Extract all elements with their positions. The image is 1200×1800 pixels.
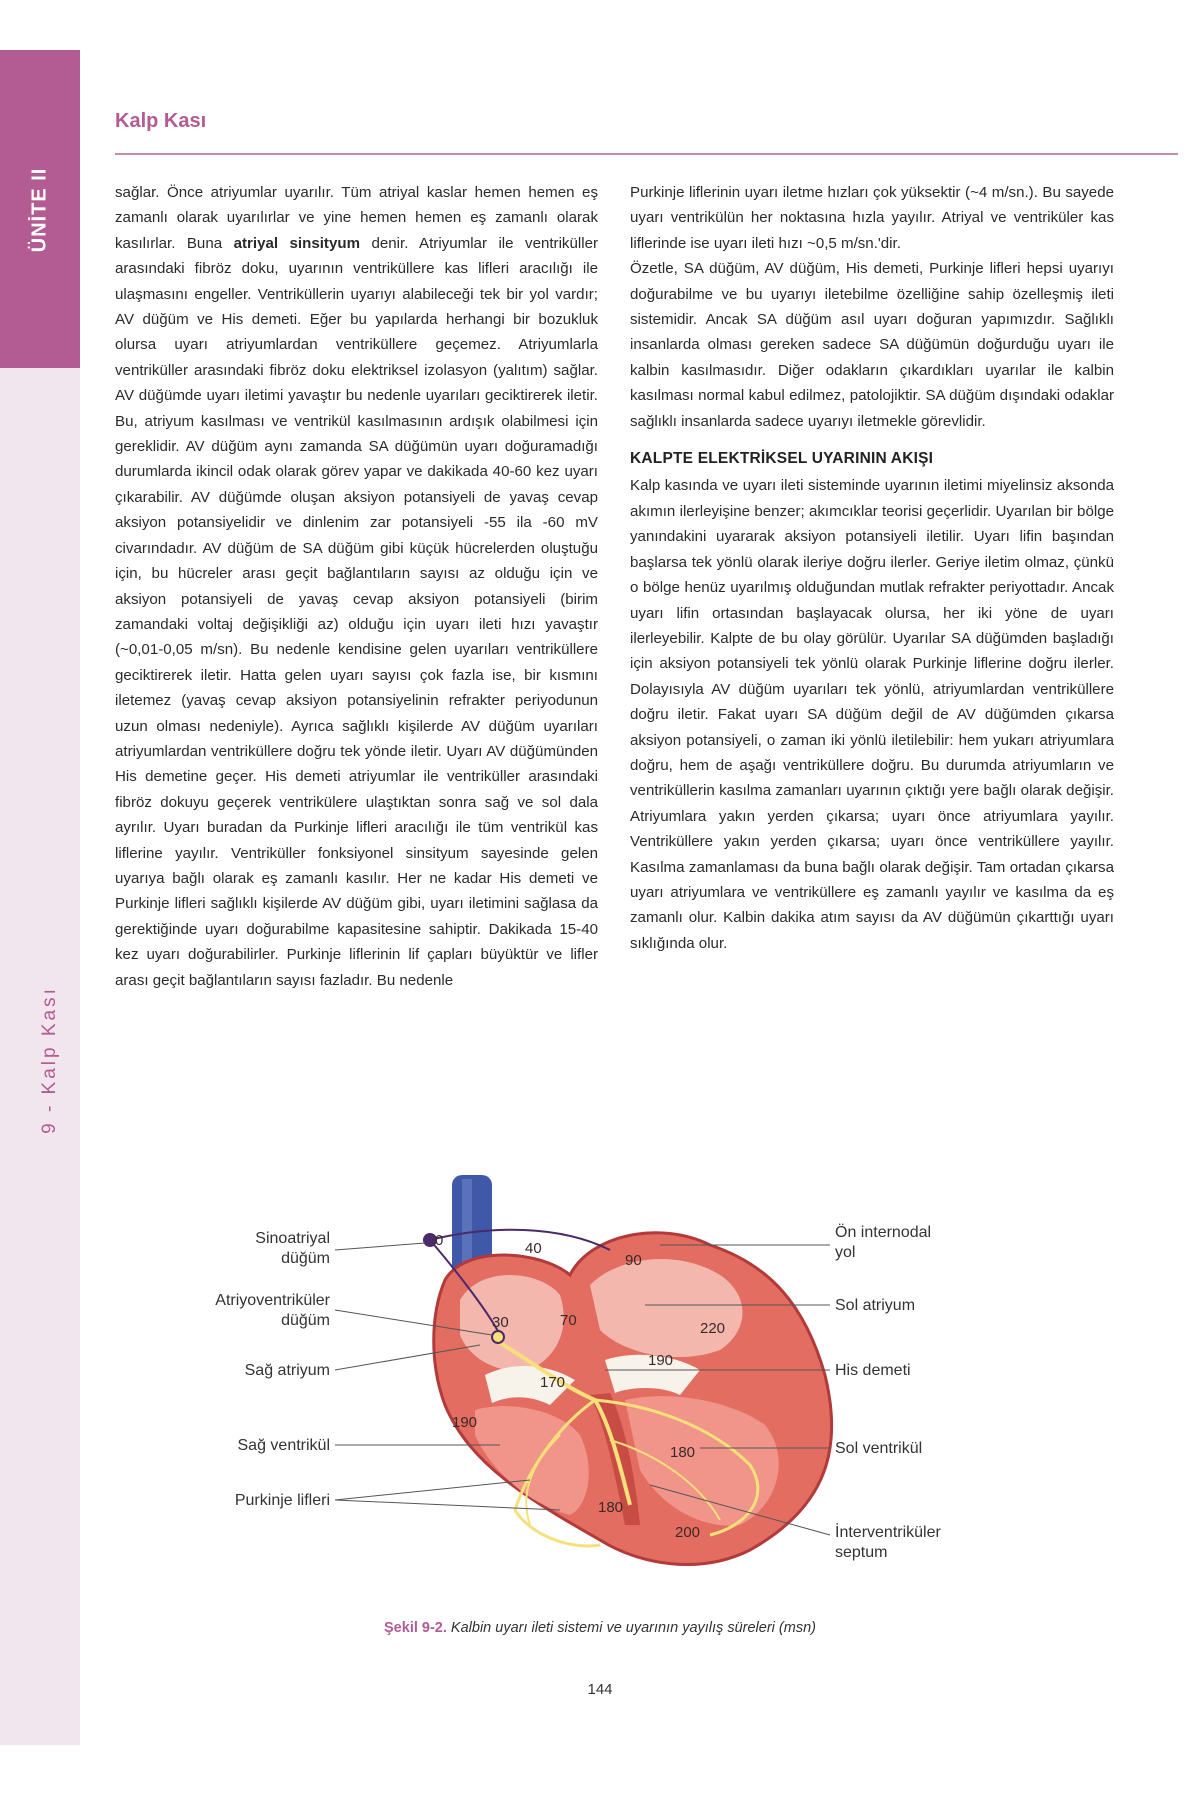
right-column (630, 180, 1114, 956)
av-node (492, 1331, 504, 1343)
time-label: 190 (648, 1352, 674, 1369)
bold-term: atriyal sinsityum (233, 234, 360, 252)
chapter-label: 9 - Kalp Kası (39, 986, 60, 1134)
time-label: 200 (675, 1524, 701, 1541)
sa-node-label: Sinoatriyal (255, 1230, 330, 1247)
left-ventricle-label: Sol ventrikül (835, 1440, 923, 1457)
caption-text: Kalbin uyarı ileti sistemi ve uyarının yayılış süreleri (msn) (450, 1620, 816, 1636)
paragraph-text: denir. Atriyumlar ile ventriküller arasındaki fibröz doku, uyarının ventriküllere kas lifleri aracılığı ile ulaşmasını engeller. Ventriküllerin uyarıyı alabileceği tek bir yol vardır; AV düğüm ve His demeti. Eğer bu yapılarda herhangi bir bozukluk olursa uyarı atriyumlardan ventriküllere geçemez. Atriyumlarla ventriküller arasındaki fibröz doku elektriksel izolasyon (yalıtım) sağlar. AV düğümde uyarı iletimi yavaştır bu nedenle uyarıları geciktirerek iletir. Bu, atriyum kasılması ve ventrikül kasılmasının ardışık olabilmesi için gereklidir. AV düğüm aynı zamanda SA düğümün uyarı doğuramadığı durumlarda ikincil odak olarak görev yapar ve dakikada 40-60 kez uyarı çıkarabilir. AV düğümde oluşan aksiyon potansiyeli de yavaş cevap aksiyon potansiyelidir ve dinlenim zar potansiyeli -55 ila -60 mV civarındadır. AV düğüm de SA düğüm gibi küçük hücrelerden oluştuğu için, bu hücreler arası geçit bağlantıların sayısı az olduğu için ve aksiyon potansiyeli de yavaş cevap aksiyon potansiyeli (birim zamandaki voltaj değişikliği az) olduğu için uyarı ileti hızı yavaştır (~0,01-0,05 m/sn). Bu nedenle kendisine gelen uyarıları ventriküllere geciktirerek iletir. Hatta gelen uyarı sayısı çok fazla ise, bir kısmını iletemez (yavaş cevap aksiyon potansiyelinin refrakter periyodunun uzun olması nedeniyle). Ayrıca sağlıklı kişilerde AV düğüm uyarıları atriyumlardan ventriküllere doğru tek yönde iletir. Uyarı AV düğümünden His demetine geçer. His demeti atriyumlar ile ventriküller arasındaki fibröz dokuyu geçerek ventrikülere ulaştıktan sonra sağ ve sol dala ayrılır. Uyarı buradan da Purkinje lifleri aracılığı ile tüm ventrikül kas liflerine yayılır. Ventriküller fonksiyonel sinsityum sayesinde gelen uyarıya bağlı olarak eş zamanlı kasılır. Her ne kadar His demeti ve Purkinje lifleri sağlıklı kişilerde AV düğüm gibi, uyarı iletimini sağlasa da gerektiğinde uyarı doğurabilme kapasitesine sahiptir. Dakikada 15-40 kez uyarı doğurabilirler. Purkinje liflerinin lif çapları büyüktür ve lifler arası geçit bağlantıların sayısı fazladır. Bu nedenle (115, 234, 598, 989)
paragraph: Purkinje liflerinin uyarı iletme hızları çok yüksektir (~4 m/sn.). Bu sayede uyarı ventrikülün her noktasına hızla yayılır. Atriyal ve ventriküler kas liflerinde ise uyarı ileti hızı ~0,5 m/sn.'dir. (630, 184, 1114, 252)
sa-node-label: düğüm (281, 1250, 330, 1267)
time-label: 90 (625, 1252, 642, 1269)
paragraph: Kalp kasında ve uyarı ileti sisteminde uyarının iletimi miyelinsiz aksonda akımın ilerleyişine benzer; akımcıklar teorisi geçerlidir. Uyarılan bir bölge yanındakini uyararak aksiyon potansiyeli iletilir. Uyarı lifin başından başlarsa tek yönlü olarak ileriye doğru ilerler. Geriye iletim olmaz, çünkü o bölge henüz uyarılmış olduğundan mutlak refrakter periyottadır. Ancak uyarı lifin ortasından başlayacak olursa, her iki yöne de uyarı ilerleyebilir. Kalpte de bu olay görülür. Uyarılar SA düğümden başladığı için aksiyon potansiyeli tek yönlü olarak Purkinje liflerine doğru ilerler. Dolayısıyla AV düğüm uyarıları tek yönlü, atriyumlardan ventriküllere doğru iletir. Fakat uyarı SA düğüm değil de AV düğümden çıkarsa aksiyon potansiyeli, o zaman iki yönlü iletilebilir: hem yukarı atriyumlara doğru, hem de aşağı ventriküllere doğru. Bu durumda atriyumların ve ventriküllerin kasılma zamanları uyarının çıktığı yere bağlı olarak değişir. Atriyumlara yakın yerden çıkarsa; uyarı önce atriyumlara yayılır. Ventriküllere yakın yerden çıkarsa; uyarı önce ventriküllere yayılır. Kasılma zamanlaması da buna bağlı olarak değişir. Tam ortadan çıkarsa uyarı atriyumlara ve ventriküllere eş zamanlı yayılır ve kasılma da eş zamanlı olur. Kalbin dakika atım sayısı da AV düğümün çıkarttığı uyarı sıklığında olur. (630, 477, 1114, 952)
internodal-label: Ön internodal (835, 1224, 932, 1241)
leader-line (335, 1480, 530, 1500)
left-column (115, 180, 598, 993)
his-bundle-label: His demeti (835, 1362, 911, 1379)
time-label: 30 (492, 1314, 509, 1331)
time-label: 180 (598, 1499, 624, 1516)
figure-caption (0, 1620, 1200, 1636)
page-title: Kalp Kası (115, 110, 207, 132)
paragraph (115, 180, 598, 993)
internodal-label: yol (835, 1244, 856, 1261)
time-label: 190 (452, 1414, 478, 1431)
section-heading: KALPTE ELEKTRİKSEL UYARININ AKIŞI (630, 450, 934, 468)
unit-label: ÜNİTE II (28, 167, 51, 253)
caption-label: Şekil 9-2. (384, 1620, 447, 1636)
time-label: 40 (525, 1240, 542, 1257)
time-label: 220 (700, 1320, 726, 1337)
time-label: 0 (435, 1232, 444, 1249)
leader-line (335, 1243, 425, 1250)
left-atrium-label: Sol atriyum (835, 1297, 916, 1314)
septum-label: septum (835, 1544, 888, 1561)
av-node-label: düğüm (281, 1312, 330, 1329)
time-label: 180 (670, 1444, 696, 1461)
header-divider (115, 153, 1178, 155)
paragraph-text: sağlar. Önce atriyumlar uyarılır. Tüm atriyal kaslar hemen hemen eş zamanlı olarak uyarılırlar ve yine hemen hemen eş zamanlı olarak kasılırlar. Buna (115, 184, 598, 252)
av-node-label: Atriyoventriküler (215, 1292, 330, 1309)
time-label: 70 (560, 1312, 577, 1329)
paragraph: Özetle, SA düğüm, AV düğüm, His demeti, Purkinje lifleri hepsi uyarıyı doğurabilme ve bu uyarıyı iletebilme özelliğine sahip özelleşmiş ileti sistemidir. Ancak SA düğüm asıl uyarı doğuran yapımızdır. Sağlıklı insanlarda olması gereken sadece SA düğümün doğurduğu uyarı ile kalbin kasılmasıdır. Diğer odakların çıkardıkları uyarılar ile kalbin kasılması normal kabul edilmez, patolojiktir. SA düğüm dışındaki odaklar sağlıklı insanlarda sadece uyarıyı iletmekle görevlidir. (630, 260, 1114, 430)
septum-label: İnterventriküler (835, 1524, 941, 1541)
heart-conduction-figure (215, 1165, 1050, 1605)
page-number: 144 (587, 1681, 613, 1698)
right-ventricle-label: Sağ ventrikül (237, 1437, 330, 1454)
purkinje-label: Purkinje lifleri (234, 1492, 330, 1509)
right-atrium-label: Sağ atriyum (244, 1362, 330, 1379)
time-label: 170 (540, 1374, 566, 1391)
